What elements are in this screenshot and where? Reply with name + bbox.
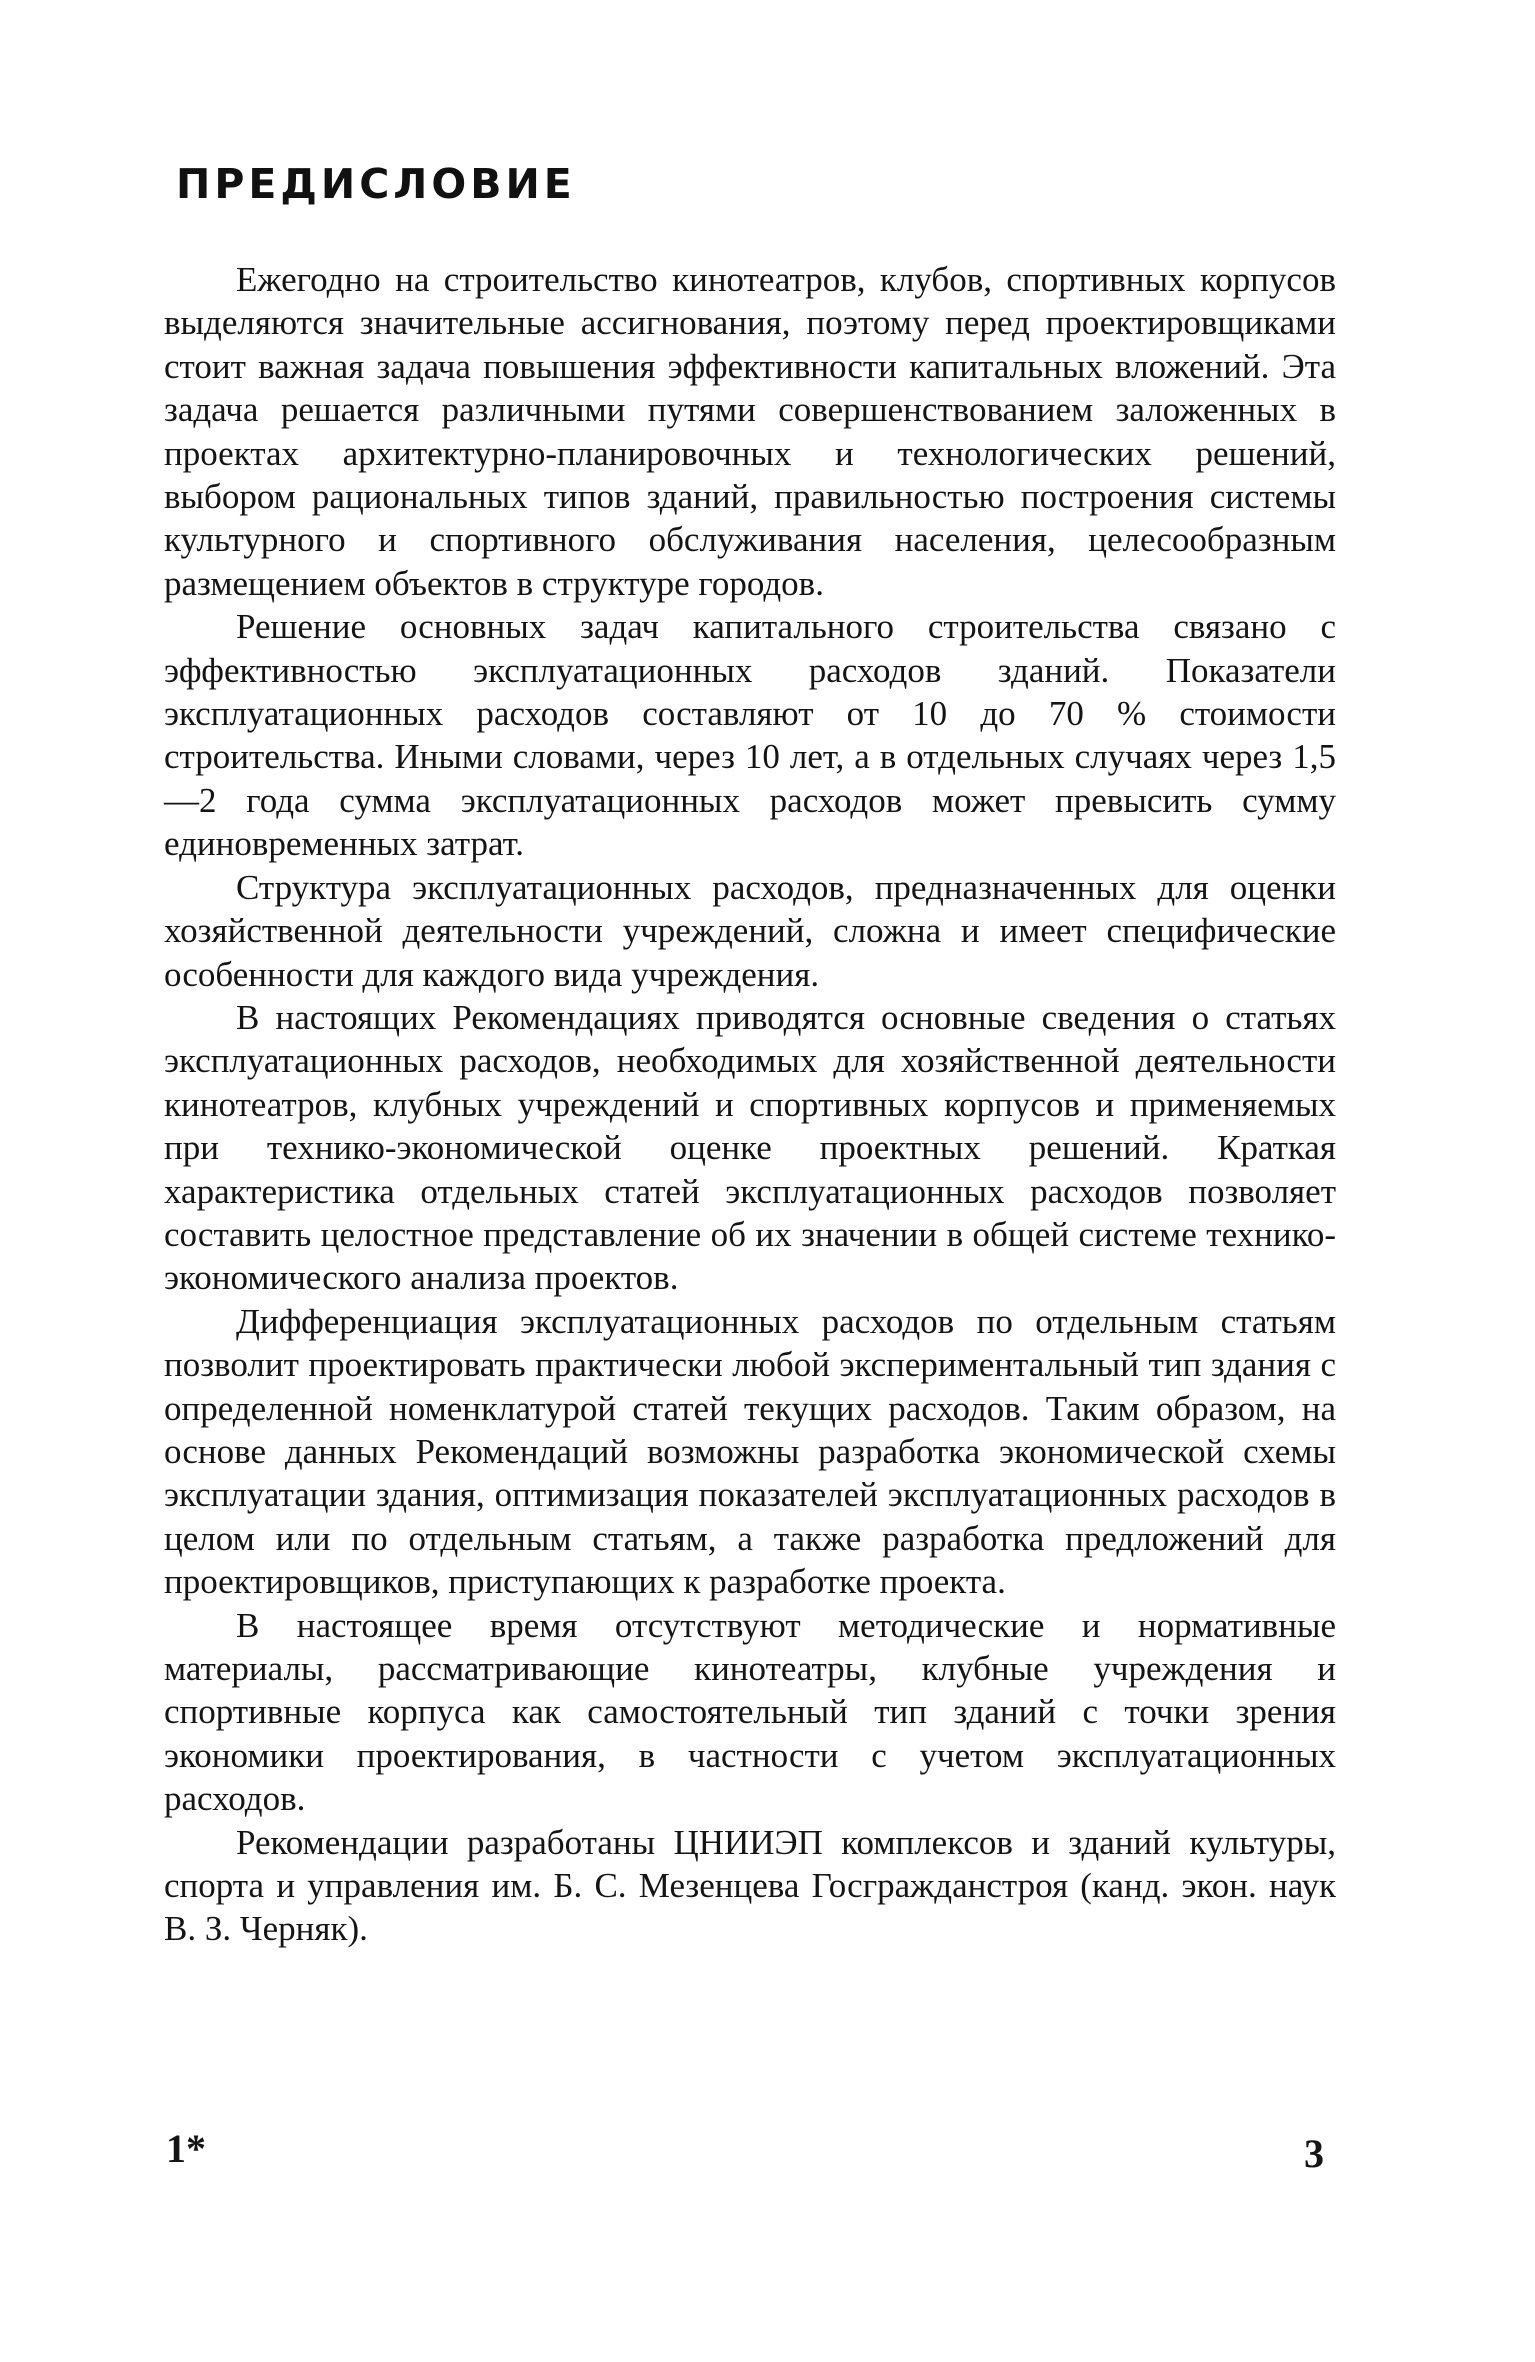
- page-title: ПРЕДИСЛОВИЕ: [176, 160, 576, 208]
- paragraph: Ежегодно на строительство кинотеатров, клубов, спортивных корпусов выделяются значительные ассигнования, поэтому перед проектировщиками стоит важная задача повышения эффективности капитальных вложений. Эта задача решается различными путями совершенствованием заложенных в проектах архитектурно-планировочных и технологических решений, выбором рациональных типов зданий, правильностью построения системы культурного и спортивного обслуживания населения, целесообразным размещением объектов в структуре городов.: [164, 260, 1336, 603]
- paragraph: В настоящее время отсутствуют методические и нормативные материалы, рассматривающие кинотеатры, клубные учреждения и спортивные корпуса как самостоятельный тип зданий с точки зрения экономики проектирования, в частности с учетом эксплуатационных расходов.: [164, 1605, 1336, 1819]
- body-text: [164, 258, 1336, 1951]
- paragraph: Дифференциация эксплуатационных расходов по отдельным статьям позволит проектировать практически любой экспериментальный тип здания с определенной номенклатурой статей текущих расходов. Таким образом, на основе данных Рекомендаций возможны разработка экономической схемы эксплуатации здания, оптимизация показателей эксплуатационных расходов в целом или по отдельным статьям, а также разработка предложений для проектировщиков, приступающих к разработке проекта.: [164, 1301, 1336, 1602]
- signature-mark: 1*: [166, 2126, 206, 2171]
- paragraph: Структура эксплуатационных расходов, предназначенных для оценки хозяйственной деятельности учреждений, сложна и имеет специфические особенности для каждого вида учреждения.: [164, 867, 1336, 994]
- paragraph: Решение основных задач капитального строительства связано с эффективностью эксплуатационных расходов зданий. Показатели эксплуатационных расходов составляют от 10 до 70 % стоимости строительства. Иными словами, через 10 лет, а в отдельных случаях через 1,5—2 года сумма эксплуатационных расходов может превысить сумму единовременных затрат.: [164, 607, 1336, 864]
- page-number: 3: [1304, 2131, 1324, 2176]
- paragraph: В настоящих Рекомендациях приводятся основные сведения о статьях эксплуатационных расходов, необходимых для хозяйственной деятельности кинотеатров, клубных учреждений и спортивных корпусов и применяемых при технико-экономической оценке проектных решений. Краткая характеристика отдельных статей эксплуатационных расходов позволяет составить целостное представление об их значении в общей системе технико-экономического анализа проектов.: [164, 997, 1336, 1298]
- paragraph: Рекомендации разработаны ЦНИИЭП комплексов и зданий культуры, спорта и управления им. Б. С. Мезенцева Госгражданстроя (канд. экон. наук В. З. Черняк).: [164, 1822, 1336, 1949]
